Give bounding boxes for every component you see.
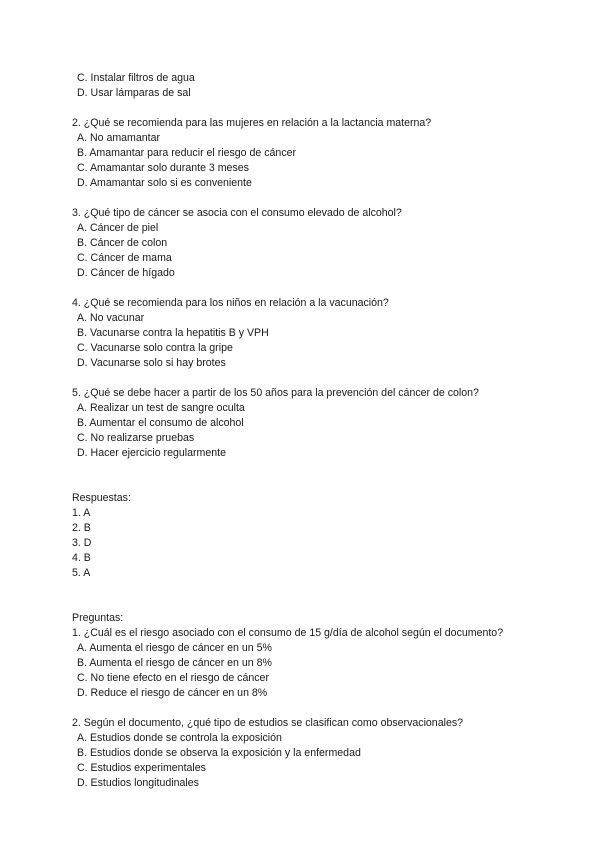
option-d: D. Estudios longitudinales bbox=[77, 777, 199, 789]
option-d: D. Vacunarse solo si hay brotes bbox=[77, 357, 226, 369]
option-b: B. Aumentar el consumo de alcohol bbox=[77, 417, 244, 429]
option-c: C. Estudios experimentales bbox=[77, 762, 206, 774]
option-b: B. Aumenta el riesgo de cáncer en un 8% bbox=[77, 657, 272, 669]
question-5: 5. ¿Qué se debe hacer a partir de los 50 años para la prevención del cáncer de colon? bbox=[72, 387, 479, 399]
answer-item: 1. A bbox=[72, 507, 91, 519]
option-c: C. Cáncer de mama bbox=[77, 252, 172, 264]
option-d: D. Reduce el riesgo de cáncer en un 8% bbox=[77, 687, 268, 699]
question-2: 2. Según el documento, ¿qué tipo de estudios se clasifican como observacionales? bbox=[72, 717, 464, 729]
option-c: C. Vacunarse solo contra la gripe bbox=[77, 342, 233, 354]
answer-item: 3. D bbox=[72, 537, 92, 549]
question-3: 3. ¿Qué tipo de cáncer se asocia con el consumo elevado de alcohol? bbox=[72, 207, 402, 219]
question-4: 4. ¿Qué se recomienda para los niños en relación a la vacunación? bbox=[72, 297, 389, 309]
answers-heading: Respuestas: bbox=[72, 492, 131, 504]
option-d: D. Amamantar solo si es conveniente bbox=[77, 177, 252, 189]
option-d: D. Cáncer de hígado bbox=[77, 267, 175, 279]
answer-item: 2. B bbox=[72, 522, 91, 534]
option-c: C. Instalar filtros de agua bbox=[77, 72, 195, 84]
question-1: 1. ¿Cuál es el riesgo asociado con el consumo de 15 g/día de alcohol según el documento? bbox=[72, 627, 504, 639]
option-d: D. Usar lámparas de sal bbox=[77, 87, 191, 99]
answer-item: 4. B bbox=[72, 552, 91, 564]
answer-item: 5. A bbox=[72, 567, 91, 579]
option-a: A. Estudios donde se controla la exposición bbox=[77, 732, 282, 744]
question-2: 2. ¿Qué se recomienda para las mujeres en relación a la lactancia materna? bbox=[72, 117, 432, 129]
option-d: D. Hacer ejercicio regularmente bbox=[77, 447, 226, 459]
option-c: C. No realizarse pruebas bbox=[77, 432, 195, 444]
option-b: B. Amamantar para reducir el riesgo de cáncer bbox=[77, 147, 297, 159]
option-c: C. Amamantar solo durante 3 meses bbox=[77, 162, 249, 174]
questions-heading: Preguntas: bbox=[72, 612, 124, 624]
option-a: A. Cáncer de piel bbox=[77, 222, 159, 234]
option-b: B. Cáncer de colon bbox=[77, 237, 168, 249]
option-a: A. Realizar un test de sangre oculta bbox=[77, 402, 245, 414]
option-c: C. No tiene efecto en el riesgo de cáncer bbox=[77, 672, 269, 684]
option-a: A. Aumenta el riesgo de cáncer en un 5% bbox=[77, 642, 272, 654]
option-a: A. No amamantar bbox=[77, 132, 161, 144]
option-b: B. Estudios donde se observa la exposición y la enfermedad bbox=[77, 747, 361, 759]
option-b: B. Vacunarse contra la hepatitis B y VPH bbox=[77, 327, 269, 339]
option-a: A. No vacunar bbox=[77, 312, 145, 324]
